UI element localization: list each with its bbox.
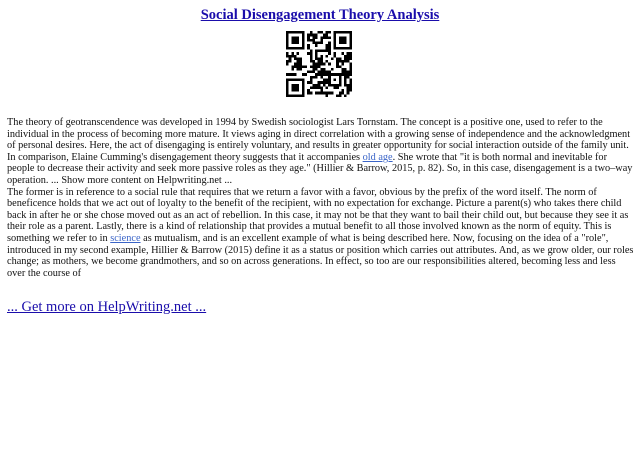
old-age-link[interactable]: old age — [362, 151, 393, 163]
paragraph-1-text-start: The theory of geotranscendence was developed in 1994 by Swedish sociologist Lars Tornstam. The concept is a positive one, used to refer to the individual in the process of becoming more mature. It views aging in direct correlation with a growing sense of independence and the acknowledgment of personal desires. Here, the act of disengaging is entirely voluntary, and results in greater opportunity for social interaction outside of the family unit. In comparison, Elaine Cumming's disengagement theory suggests that it accompanies — [7, 117, 631, 163]
title-container — [0, 6, 640, 24]
paragraph-2-text-start: The former is in reference to a social rule that requires that we return a favor with a favor, obvious by the prefix of the word itself. The norm of beneficence holds that we act out of loyalty to the benefit of the recipient, with no expectation for exchange. Picture a parent(s) who takes there child back in after he or she chose moved out as an act of rebellion. In this case, it may not be that they want to bail their child out, but because they see it as their role as a parent. Lastly, there is a kind of relationship that provides a mutual benefit to all those involved known as the norm of equity. This is something we refer to in — [7, 186, 629, 244]
qr-code-icon — [286, 31, 352, 97]
paragraph-1 — [7, 117, 635, 187]
article-body — [7, 117, 635, 279]
paragraph-2 — [7, 187, 635, 280]
get-more-link[interactable]: ... Get more on HelpWriting.net ... — [7, 299, 207, 315]
paragraph-1-text-end: . She wrote that "it is both normal and inevitable for people to decrease their activity and seek more passive roles as they age." (Hillier & Barrow, 2015, p. 82). So, in this case, disengagement is a two–way operation. ... Show more content on Helpwriting.net ... — [7, 151, 633, 186]
science-link[interactable]: science — [110, 232, 141, 244]
page-title[interactable]: Social Disengagement Theory Analysis — [200, 7, 440, 23]
paragraph-2-text-end: as mutualism, and is an excellent example of what is being described here. Now, focusing on the idea of a "role", introduced in my second example, Hillier & Barrow (2015) define it as a status or position which carries out attributes. And, as we grow older, our roles change; as mothers, we become grandmothers, and so on across generations. In effect, so too are our responsibilities altered, becoming less and less over the course of — [7, 232, 634, 279]
